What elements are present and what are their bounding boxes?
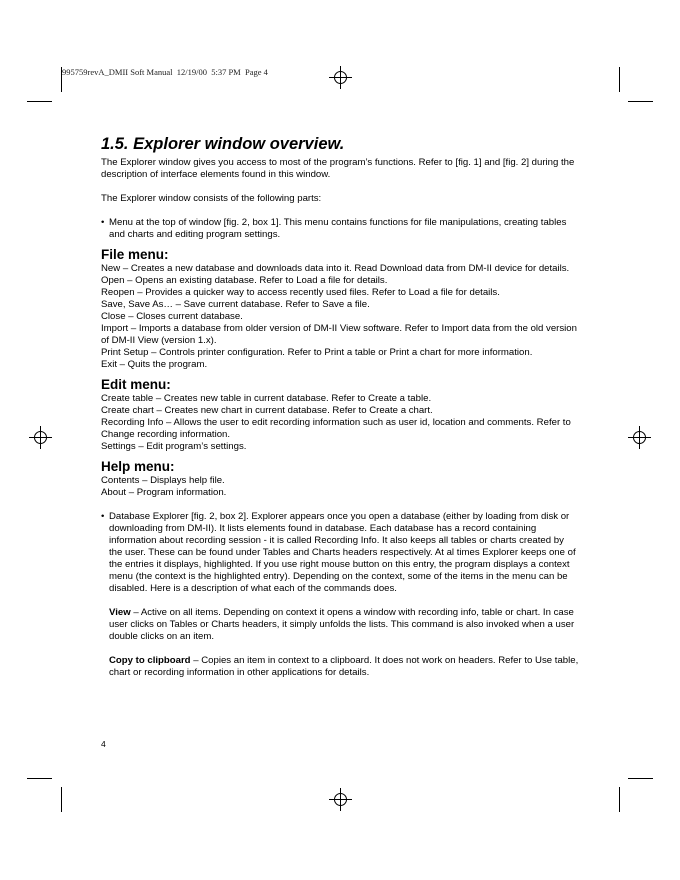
- copy-text: – Copies an item in context to a clipboard. It does not work on headers. Refer to Use table, chart or recording information in other applications for details.: [109, 655, 579, 678]
- bullet-menu: [101, 217, 579, 241]
- bullet-dot: •: [101, 511, 105, 522]
- crop-mark-bottom-right-v: [619, 787, 620, 812]
- help-menu-heading: Help menu:: [101, 459, 175, 474]
- bullet-explorer-text: Database Explorer [fig. 2, box 2]. Explorer appears once you open a database (either by loading from disk or downloading from DM-II). It lists elements found in database. Each database has a record containing information about recording session - it is called Recording Info. It also keeps all tables or charts created by the user. These can be found under Tables and Charts headers respectively. At al times Explorer keeps one of the entries it displays, highlighted. If you use right mouse button on this entry, the program displays a context menu (the context is the highlighted entry). Depending on the context, some of the items in the menu can be disabled. Here is a description of what each of the commands does.: [109, 511, 576, 594]
- crop-mark-bottom-left-v: [61, 787, 62, 812]
- view-text: – Active on all items. Depending on context it opens a window with recording info, table or chart. In case user clicks on Tables or Charts headers, it simply unfolds the lists. This command is also invoked when a user double clicks on an item.: [109, 607, 575, 642]
- bullet-explorer: [101, 511, 579, 595]
- bullet-menu-text: Menu at the top of window [fig. 2, box 1]. This menu contains functions for file manipulations, creating tables and charts and editing program settings.: [109, 217, 567, 240]
- crop-mark-top-right-h: [628, 101, 653, 102]
- page-number: 4: [101, 739, 106, 749]
- file-menu-item: Close – Closes current database.: [101, 311, 243, 322]
- file-menu-item: Print Setup – Controls printer configuration. Refer to Print a table or Print a chart for more information.: [101, 347, 533, 358]
- help-menu-item: Contents – Displays help file.: [101, 475, 225, 486]
- file-menu-item: Import – Imports a database from older version of DM-II View software. Refer to Import data from the old version of DM-II View (version 1.x).: [101, 323, 577, 346]
- view-description: [101, 607, 579, 643]
- section-title: 1.5. Explorer window overview.: [101, 135, 345, 153]
- view-term: View: [109, 607, 131, 618]
- help-menu-list: [101, 475, 579, 499]
- copy-term: Copy to clipboard: [109, 655, 191, 666]
- edit-menu-item: Create table – Creates new table in current database. Refer to Create a table.: [101, 393, 432, 404]
- crop-mark-top-left-h: [27, 101, 52, 102]
- crop-mark-bottom-left-h: [27, 778, 52, 779]
- crop-mark-top-left-v: [61, 67, 62, 92]
- file-menu-item: Open – Opens an existing database. Refer to Load a file for details.: [101, 275, 388, 286]
- file-menu-item: Exit – Quits the program.: [101, 359, 208, 370]
- edit-menu-item: Recording Info – Allows the user to edit recording information such as user id, location and comments. Refer to Change recording information.: [101, 417, 571, 440]
- file-menu-list: [101, 263, 579, 371]
- registration-mark-right: [633, 431, 646, 444]
- crop-mark-bottom-right-h: [628, 778, 653, 779]
- edit-menu-heading: Edit menu:: [101, 377, 171, 392]
- registration-mark-left: [34, 431, 47, 444]
- parts-intro: The Explorer window consists of the following parts:: [101, 193, 322, 204]
- registration-mark-top: [334, 71, 347, 84]
- page-content: [101, 135, 579, 679]
- print-slug: 995759revA_DMII Soft Manual 12/19/00 5:37 PM Page 4: [62, 67, 268, 77]
- bullet-dot: •: [101, 217, 105, 228]
- copy-description: [101, 655, 579, 679]
- registration-mark-bottom: [334, 793, 347, 806]
- file-menu-item: Save, Save As… – Save current database. Refer to Save a file.: [101, 299, 370, 310]
- edit-menu-item: Settings – Edit program’s settings.: [101, 441, 247, 452]
- help-menu-item: About – Program information.: [101, 487, 227, 498]
- file-menu-item: Reopen – Provides a quicker way to access recently used files. Refer to Load a file for details.: [101, 287, 500, 298]
- edit-menu-list: [101, 393, 579, 453]
- file-menu-heading: File menu:: [101, 247, 169, 262]
- crop-mark-top-right-v: [619, 67, 620, 92]
- file-menu-item: New – Creates a new database and downloads data into it. Read Download data from DM-II device for details.: [101, 263, 570, 274]
- intro-paragraph: The Explorer window gives you access to most of the program’s functions. Refer to [fig. 1] and [fig. 2] during the description of interface elements found in this window.: [101, 157, 575, 180]
- edit-menu-item: Create chart – Creates new chart in current database. Refer to Create a chart.: [101, 405, 433, 416]
